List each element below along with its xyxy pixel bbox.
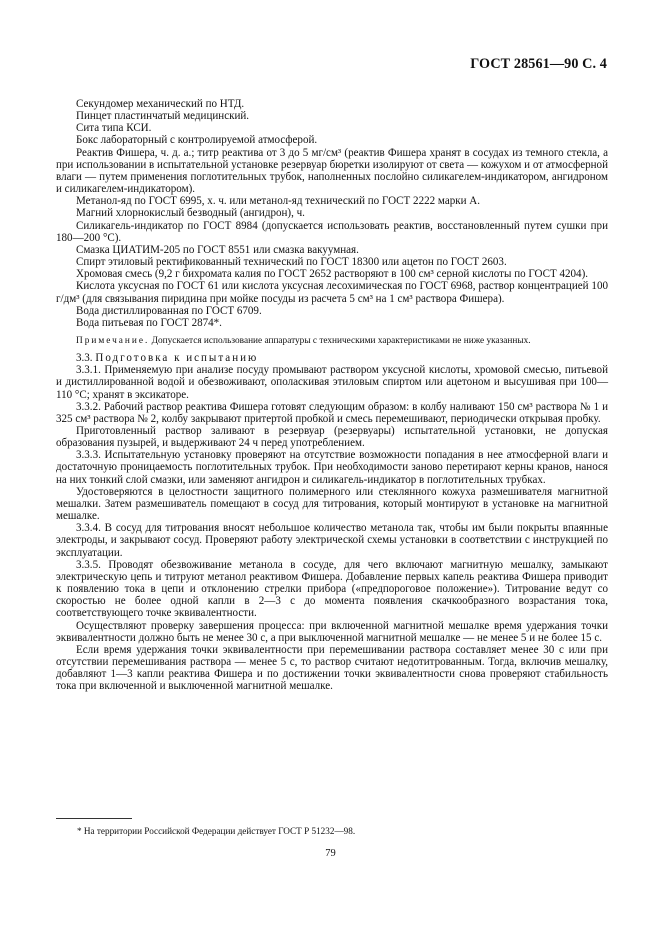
paragraph: 3.3.5. Проводят обезвоживание метанола в сосуде, для чего включают магнитную мешалку, замыкают электрическую цепь и титруют метанол реактивом Фишера. Добавление первых капель реактива Фишера приводит к появлению тока в цепи и отклонению стрелки прибора («предпороговое положение»). Титрование ведут со скоростью не более одной капли в 2—3 с до момента появления скачкообразного возрастания тока, соответствующего точке эквивалентности. [56,558,608,620]
paragraph: Приготовленный раствор заливают в резервуар (резервуары) испытательной установки, не допуская образования пузырей, и выдерживают 24 ч перед употреблением. [56,425,608,450]
paragraph: Реактив Фишера, ч. д. а.; титр реактива от 3 до 5 мг/см³ (реактив Фишера хранят в сосудах из темного стекла, а при использовании в испытательной установке резервуар бюретки изолируют от света — кожухом и от атмосферной влаги — путем применения поглотительных трубок, наполненных послойно силикагелем-индикатором, ангидроном и силикагелем-индикатором). [56,146,608,196]
paragraph: Магний хлорнокислый безводный (ангидрон), ч. [76,207,305,220]
paragraph: Кислота уксусная по ГОСТ 61 или кислота уксусная лесохимическая по ГОСТ 6968, раствор концентрацией 100 г/дм³ (для связывания пиридина при мойке посуды из расчета 5 см³ на 1 см³ раствора Фишера). [56,280,608,305]
paragraph: Если время удержания точки эквивалентности при перемешивании раствора составляет менее 30 с или при отсутствии перемешивания раствора — менее 5 с, то раствор считают недотитрованным. Тогда, включив мешалку, добавляют 1—3 капли реактива Фишера и по достижении точки эквивалентности снова проверяют стабильность тока при включенной и выключенной магнитной мешалке. [56,643,608,693]
paragraph: Смазка ЦИАТИМ-205 по ГОСТ 8551 или смазка вакуумная. [76,243,359,256]
paragraph: 3.3.4. В сосуд для титрования вносят небольшое количество метанола так, чтобы им были покрыты впаянные электроды, и закрывают сосуд. Проверяют работу электрической схемы установки в соответствии с инструкцией по эксплуатации. [56,522,608,559]
paragraph: Осуществляют проверку завершения процесса: при включенной магнитной мешалке время удержания точки эквивалентности должно быть не менее 30 с, а при выключенной магнитной мешалке — не менее 5 и не более 15 с. [56,619,608,644]
section-heading [56,352,608,364]
paragraph: Хромовая смесь (9,2 г бихромата калия по ГОСТ 2652 растворяют в 100 см³ серной кислоты по ГОСТ 4204). [76,268,589,281]
paragraph: Вода дистиллированная по ГОСТ 6709. [76,304,262,317]
page-header: ГОСТ 28561—90 С. 4 [470,56,607,72]
footnote-divider [56,818,132,819]
page-number: 79 [325,848,336,859]
paragraph: Вода питьевая по ГОСТ 2874*. [76,316,222,329]
paragraph: Силикагель-индикатор по ГОСТ 8984 (допускается использовать реактив, восстановленный путем сушки при 180—200 °С). [56,219,608,244]
paragraph: Удостоверяются в целостности защитного полимерного или стеклянного кожуха размешивателя магнитной мешалки. Затем размешиватель помещают в сосуд для титрования, который монтируют в установке на магнитной мешалке. [56,485,608,523]
paragraph: 3.3.1. Применяемую при анализе посуду промывают раствором уксусной кислоты, хромовой смесью, питьевой и дистиллированной водой и обезвоживают, ополаскивая этиловым спиртом или ацетоном и высушивая при 100—110 °С; хранят в эксикаторе. [56,364,608,401]
paragraph: Бокс лабораторный с контролируемой атмосферой. [76,134,318,147]
section-number: 3.3. [76,352,93,365]
note-label: Примечание. [76,335,150,346]
paragraph: 3.3.2. Рабочий раствор реактива Фишера готовят следующим образом: в колбу наливают 150 см³ раствора № 1 и 325 см³ раствора № 2, колбу закрывают притертой пробкой и смесь перемешивают, периодически открывая пробку. [56,400,608,425]
note-text: Допускается использование аппаратуры с техническими характеристиками не ниже указанных. [151,335,531,346]
paragraph: Секундомер механический по НТД. [76,98,245,110]
document-body [56,98,608,692]
paragraph: Метанол-яд по ГОСТ 6995, х. ч. или метанол-яд технический по ГОСТ 2222 марки А. [76,195,481,208]
note [56,335,608,347]
paragraph: Спирт этиловый ректификованный технический по ГОСТ 18300 или ацетон по ГОСТ 2603. [76,256,507,269]
section-title: Подготовка к испытанию [95,352,259,365]
paragraph: 3.3.3. Испытательную установку проверяют на отсутствие возможности попадания в нее атмосферной влаги и достаточную проницаемость поглотительных трубок. При необходимости заново перетирают керны кранов, нанося на них тонкий слой смазки, или заменяют ангидрон и силикагель-индикатор в поглотительных трубках. [56,449,608,486]
footnote: * На территории Российской Федерации действует ГОСТ Р 51232—98. [77,826,356,836]
paragraph: Пинцет пластинчатый медицинский. [76,110,250,123]
paragraph: Сита типа КСИ. [76,122,152,135]
